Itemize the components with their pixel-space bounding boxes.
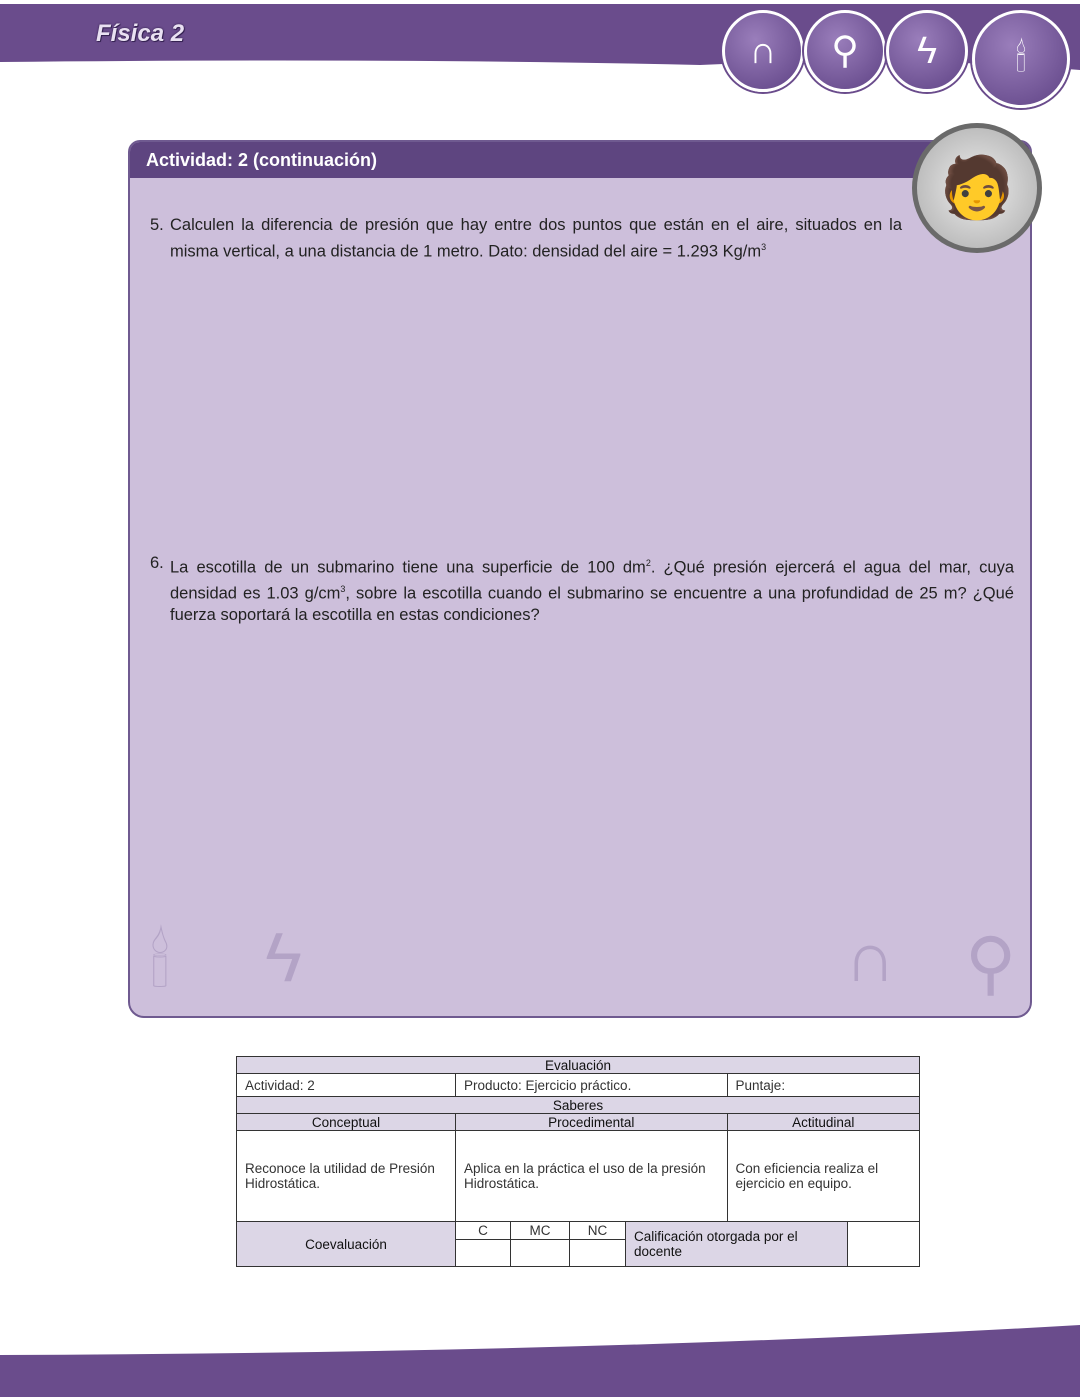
score-cell: Puntaje: [727,1074,919,1097]
header-conceptual: Conceptual [237,1114,456,1131]
evaluation-table [236,1056,920,1267]
coevaluation-label: Coevaluación [237,1222,456,1267]
question-text: La escotilla de un submarino tiene una superficie de 100 dm [170,558,646,577]
lightning-icon: ϟ [886,10,968,92]
procedimental-content: Aplica en la práctica el uso de la presión Hidrostática. [456,1131,728,1222]
footer-band [0,1325,1080,1397]
book-title: Física 2 [96,20,185,47]
superscript: 3 [761,241,767,252]
activity-title: Actividad: 2 (continuación) [130,142,1030,178]
actitudinal-content: Con eficiencia realiza el ejercicio en equipo. [727,1131,919,1222]
student-avatar-icon: 🧑 [912,123,1042,253]
superscript: 2 [645,558,651,568]
evaluation-title: Evaluación [237,1057,920,1074]
teacher-grade-label: Calificación otorgada por el docente [626,1222,848,1267]
level-c: C [456,1222,511,1240]
activity-panel [128,140,1032,1018]
level-nc-input[interactable] [570,1240,626,1267]
faucet-icon: ⚲ [804,10,886,92]
conceptual-content: Reconoce la utilidad de Presión Hidrostática. [237,1131,456,1222]
faucet-watermark-icon: ⚲ [965,924,1017,1002]
candle-icon: 🕯 [972,10,1070,108]
saberes-title: Saberes [237,1097,920,1114]
lightning-watermark-icon: ϟ [265,918,303,996]
question-text: . ¿Qué presión ejercerá el agua del mar, cuya densidad es 1.03 g/cm [170,558,1015,603]
level-mc-input[interactable] [511,1240,570,1267]
header-procedimental: Procedimental [456,1114,728,1131]
question-number: 5. [150,216,164,234]
level-mc: MC [511,1222,570,1240]
level-nc: NC [570,1222,626,1240]
question-5 [150,215,902,263]
question-text: , sobre la escotilla cuando el submarino se encuentre a una profundidad de 25 m? ¿Qué fuerza soportará la escotilla en estas condiciones? [170,584,1014,624]
magnet-watermark-icon: ∩ [845,918,896,996]
candle-watermark-icon: 🕯 [150,923,170,1001]
teacher-grade-input[interactable] [848,1222,920,1267]
question-text: Calculen la diferencia de presión que hay entre dos puntos que están en el aire, situados en la misma vertical, a una distancia de 1 metro. Dato: densidad del aire = 1.293 Kg/m [170,216,902,260]
superscript: 3 [340,584,346,594]
question-number: 6. [150,554,164,572]
magnet-icon: ∩ [722,10,804,92]
activity-cell: Actividad: 2 [237,1074,456,1097]
header-actitudinal: Actitudinal [727,1114,919,1131]
level-c-input[interactable] [456,1240,511,1267]
question-6 [150,553,1014,627]
product-cell: Producto: Ejercicio práctico. [456,1074,728,1097]
